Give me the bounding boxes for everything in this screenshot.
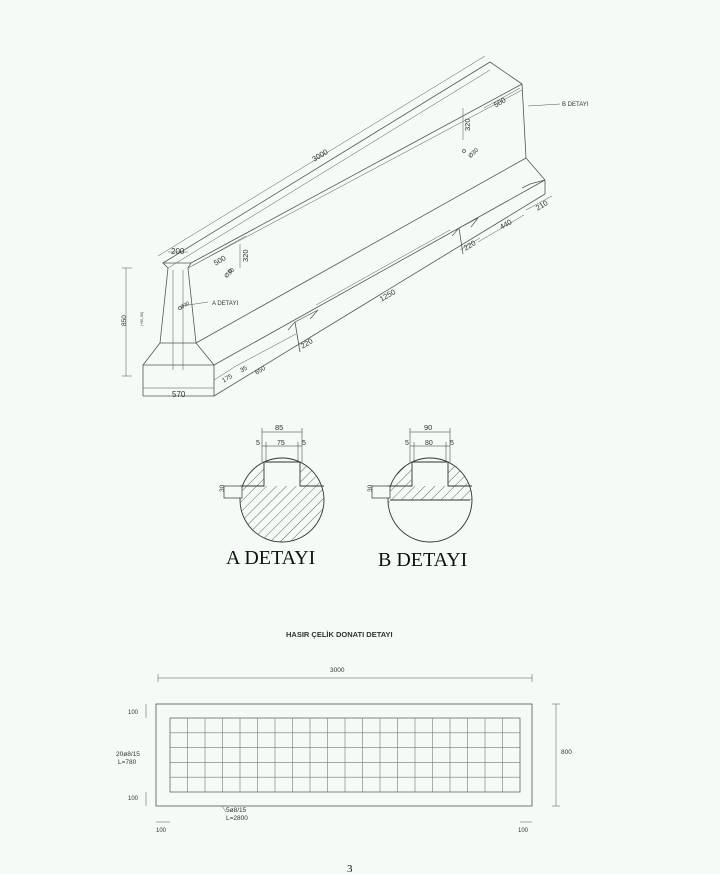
dim-height-note: (+50,-50) bbox=[140, 311, 144, 326]
mesh-bar-short-1: 5ø8/15 bbox=[226, 807, 247, 814]
mesh-right-cover: 100 bbox=[518, 828, 529, 834]
dim-hole-depth: 320 bbox=[241, 249, 250, 262]
mesh-length: 3000 bbox=[330, 667, 345, 674]
dim-recess-3: 440 bbox=[498, 217, 514, 232]
detail-b-depth: 30 bbox=[367, 484, 374, 492]
dim-hole-dia-far: Ø30 bbox=[467, 147, 481, 160]
dim-hole-small: Ø30 bbox=[179, 300, 191, 311]
mesh-bar-short-2: L=2800 bbox=[226, 815, 248, 822]
mesh-top-cover: 100 bbox=[128, 710, 139, 716]
mesh-height: 800 bbox=[561, 749, 572, 756]
dim-recess-2: 220 bbox=[462, 238, 478, 253]
dim-base-front-3: 650 bbox=[254, 364, 267, 377]
detail-a-side-right: 5 bbox=[302, 440, 306, 447]
dim-base-front-2: 35 bbox=[239, 364, 249, 375]
detail-b-inner: 80 bbox=[425, 440, 433, 447]
detail-b-side-left: 5 bbox=[405, 440, 409, 447]
barrier-dimensions bbox=[121, 95, 589, 399]
dim-height: 850 bbox=[121, 315, 128, 326]
dim-top-segment-far: 500 bbox=[492, 95, 508, 110]
mesh-panel-outline bbox=[156, 704, 532, 806]
barrier-end-profile bbox=[143, 263, 214, 396]
mesh-detail bbox=[116, 630, 572, 834]
mesh-bottom-cover: 100 bbox=[128, 796, 139, 802]
dim-recess-mid: 1250 bbox=[378, 287, 397, 304]
mesh-bar-long-2: L=780 bbox=[118, 759, 137, 766]
detail-a-side-left: 5 bbox=[256, 440, 260, 447]
mesh-title: HASIR ÇELİK DONATI DETAYI bbox=[286, 630, 393, 639]
dim-length: 3000 bbox=[310, 147, 330, 164]
dim-hole-depth-far: 320 bbox=[463, 118, 472, 131]
label-b-detail: B DETAYI bbox=[562, 102, 589, 108]
detail-b-total: 90 bbox=[424, 423, 433, 432]
page-number: 3 bbox=[347, 863, 353, 874]
dim-recess-end: 210 bbox=[534, 198, 550, 213]
detail-b-title: B DETAYI bbox=[378, 549, 468, 571]
dim-base-front-1: 175 bbox=[221, 372, 234, 385]
detail-a-inner: 75 bbox=[277, 440, 285, 447]
detail-a-title: A DETAYI bbox=[226, 547, 316, 569]
detail-a-depth: 30 bbox=[219, 484, 226, 492]
dim-hole-dia: Ø30 bbox=[223, 267, 237, 280]
detail-b-side-right: 5 bbox=[450, 440, 454, 447]
detail-a bbox=[219, 423, 324, 569]
dim-top-width: 200 bbox=[171, 247, 185, 256]
mesh-left-cover: 100 bbox=[156, 828, 167, 834]
detail-a-total: 85 bbox=[275, 423, 284, 432]
mesh-bar-long-1: 20ø8/15 bbox=[116, 751, 140, 758]
dim-top-segment: 500 bbox=[212, 253, 228, 268]
dim-recess-1: 220 bbox=[299, 336, 315, 351]
dim-base-width: 570 bbox=[172, 390, 186, 399]
detail-b bbox=[367, 423, 472, 571]
label-a-detail: A DETAYI bbox=[212, 301, 239, 307]
